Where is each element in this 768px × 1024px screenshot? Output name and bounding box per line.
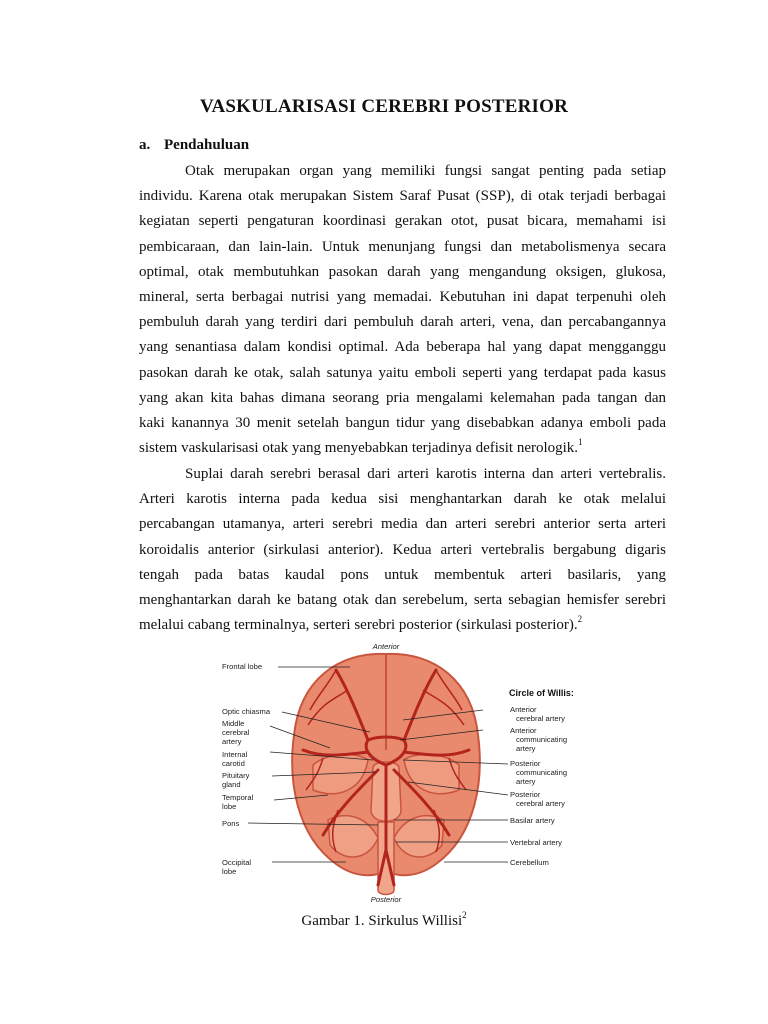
label-middle-cerebral-2: cerebral bbox=[222, 728, 250, 737]
section-number: a. bbox=[139, 137, 151, 153]
paragraph-intro bbox=[139, 159, 666, 461]
label-vertebral: Vertebral artery bbox=[510, 838, 562, 847]
label-temporal-1: Temporal bbox=[222, 793, 254, 802]
text-line: tengah pada batas kaudal pons untuk membentuk arteri basilaris, yang bbox=[139, 566, 666, 583]
label-aca-2: cerebral artery bbox=[516, 714, 565, 723]
label-middle-cerebral-1: Middle bbox=[222, 719, 245, 728]
text-line: pembuluh darah yang terdiri dari pembuluh darah arteri, vena, dan percabangannya bbox=[139, 314, 666, 331]
figure-label-posterior: Posterior bbox=[370, 895, 402, 904]
label-pituitary-1: Pituitary bbox=[222, 771, 250, 780]
text-line: kegiatan seperti pengaturan koordinasi gerakan otot, pusat bicara, memahami isi bbox=[139, 213, 666, 230]
text-line: yang akan kita bahas dimana seorang pria mengalami kelemahan pada tangan dan bbox=[139, 389, 666, 406]
text-line: koroidalis anterior (sirkulasi anterior). Kedua arteri vertebralis bergabung digaris bbox=[139, 541, 666, 558]
footnote-ref: 1 bbox=[578, 437, 583, 448]
section-title: Pendahuluan bbox=[164, 137, 250, 153]
figure-label-anterior: Anterior bbox=[372, 642, 400, 651]
text-line: pasokan darah ke otak, salah satunya yaitu emboli seperti yang terdapat pada kasus bbox=[139, 364, 666, 381]
label-pca-2: cerebral artery bbox=[516, 799, 565, 808]
label-pcom-2: communicating bbox=[516, 768, 568, 777]
label-basilar: Basilar artery bbox=[510, 816, 555, 825]
label-occipital-1: Occipital bbox=[222, 858, 252, 867]
text-line: Arteri karotis interna pada kedua sisi menghantarkan darah ke otak melalui bbox=[139, 491, 666, 508]
text-line bbox=[139, 613, 666, 638]
label-pca-1: Posterior bbox=[510, 790, 541, 799]
label-acom-1: Anterior bbox=[510, 726, 537, 735]
right-labels bbox=[509, 688, 574, 867]
label-optic-chiasma: Optic chiasma bbox=[222, 707, 271, 716]
text-line-content: sistem vaskularisasi otak yang menyebabkan terjadinya defisit nerologik. bbox=[139, 440, 579, 457]
label-pons: Pons bbox=[222, 819, 240, 828]
paragraph-supply bbox=[139, 462, 666, 638]
text-line: Suplai darah serebri berasal dari arteri karotis interna dan arteri vertebralis. bbox=[185, 466, 666, 482]
text-line: individu. Karena otak merupakan Sistem Saraf Pusat (SSP), di otak terjadi berbagai bbox=[139, 188, 666, 205]
text-line: Otak merupakan organ yang memiliki fungsi sangat penting pada setiap bbox=[185, 163, 666, 179]
label-pituitary-2: gland bbox=[222, 780, 241, 789]
label-pcom-1: Posterior bbox=[510, 759, 541, 768]
footnote-ref: 2 bbox=[577, 614, 583, 625]
text-line: percabangan utamanya, arteri serebri media dan arteri serebri anterior serta arteri bbox=[139, 516, 666, 533]
text-line: menghantarkan darah ke batang otak dan serebelum, serta sebagian hemisfer serebri bbox=[139, 592, 666, 609]
footnote-ref: 2 bbox=[462, 910, 467, 920]
label-pcom-3: artery bbox=[516, 777, 536, 786]
label-circle-of-willis: Circle of Willis: bbox=[509, 688, 574, 698]
label-acom-2: communicating bbox=[516, 735, 568, 744]
label-aca-1: Anterior bbox=[510, 705, 537, 714]
text-line: pembicaraan, dan lain-lain. Untuk menunjang fungsi dan metabolismenya secara bbox=[139, 238, 666, 255]
page-title: VASKULARISASI CEREBRI POSTERIOR bbox=[199, 96, 568, 117]
label-middle-cerebral-3: artery bbox=[222, 737, 242, 746]
text-line: optimal, otak membutuhkan pasokan darah yang mengandung oksigen, glukosa, bbox=[139, 263, 666, 280]
left-labels bbox=[222, 662, 271, 876]
text-line-content: melalui cabang terminalnya, serteri serebri posterior (sirkulasi posterior). bbox=[139, 617, 578, 634]
caption-text: Gambar 1. Sirkulus Willisi bbox=[301, 913, 463, 929]
section-heading bbox=[139, 137, 249, 154]
label-occipital-2: lobe bbox=[222, 867, 237, 876]
label-acom-3: artery bbox=[516, 744, 536, 753]
label-temporal-2: lobe bbox=[222, 802, 237, 811]
label-internal-carotid-2: carotid bbox=[222, 759, 245, 768]
figure-caption bbox=[0, 910, 768, 930]
label-cerebellum: Cerebellum bbox=[510, 858, 549, 867]
circle-of-willis-figure bbox=[218, 640, 588, 905]
text-line bbox=[139, 436, 666, 461]
text-line: yang senantiasa dalam kondisi optimal. Ada beberapa hal yang dapat mengganggu bbox=[139, 339, 666, 356]
text-line: kaki kanannya 30 menit setelah bangun tidur yang disebabkan adanya emboli pada bbox=[139, 415, 666, 432]
label-internal-carotid-1: Internal bbox=[222, 750, 248, 759]
text-line: mineral, serta berbagai nutrisi yang memadai. Kebutuhan ini dapat terpenuhi oleh bbox=[139, 289, 666, 306]
label-frontal-lobe: Frontal lobe bbox=[222, 662, 263, 671]
